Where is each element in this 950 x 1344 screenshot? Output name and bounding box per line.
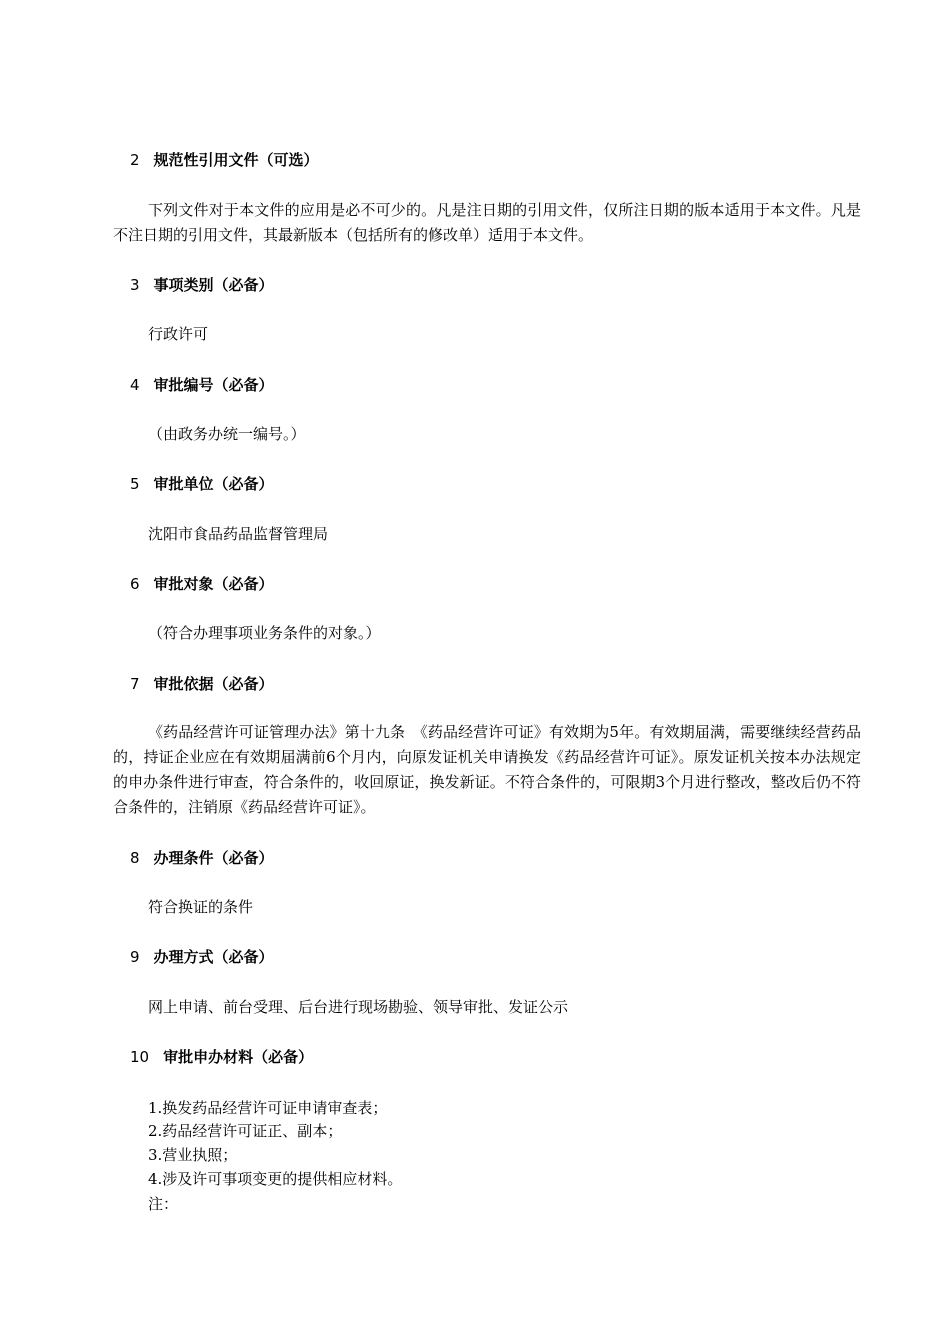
item-category-text: 行政许可 <box>148 325 209 343</box>
section-number: 3 <box>130 276 140 294</box>
section-heading-approval-unit <box>130 474 274 494</box>
section-title: 审批对象（必备） <box>153 575 274 593</box>
approval-number-text: （由政务办统一编号。） <box>148 425 306 443</box>
conditions-text: 符合换证的条件 <box>148 898 254 916</box>
section-heading-materials <box>130 1047 313 1067</box>
section-heading-method <box>130 947 274 967</box>
materials-item: 4.涉及许可事项变更的提供相应材料。 <box>148 1170 403 1188</box>
section-heading-conditions <box>130 848 274 868</box>
section-heading-item-category <box>130 275 274 295</box>
section-title: 审批依据（必备） <box>153 675 274 693</box>
section-title: 事项类别（必备） <box>153 276 274 294</box>
approval-object-text: （符合办理事项业务条件的对象。） <box>148 624 381 642</box>
section-number: 9 <box>130 948 140 966</box>
section-title: 审批编号（必备） <box>153 376 274 394</box>
section-title: 办理方式（必备） <box>153 948 274 966</box>
normative-references-text: 下列文件对于本文件的应用是必不可少的。凡是注日期的引用文件，仅所注日期的版本适用于本文件。凡是不注日期的引用文件，其最新版本（包括所有的修改单）适用于本文件。 <box>113 201 861 244</box>
materials-item: 1.换发药品经营许可证申请审查表； <box>148 1099 388 1117</box>
section-title: 审批单位（必备） <box>153 475 274 493</box>
approval-unit-text: 沈阳市食品药品监督管理局 <box>148 525 329 543</box>
materials-note: 注： <box>148 1195 179 1213</box>
section-number: 10 <box>130 1048 150 1066</box>
section-heading-approval-number <box>130 375 274 395</box>
section-heading-approval-object <box>130 574 274 594</box>
section-title: 审批申办材料（必备） <box>163 1048 314 1066</box>
method-text: 网上申请、前台受理、后台进行现场勘验、领导审批、发证公示 <box>148 998 569 1016</box>
approval-basis-text: 《药品经营许可证管理办法》第十九条 《药品经营许可证》有效期为5年。有效期届满，需要继续经营药品的，持证企业应在有效期届满前6个月内，向原发证机关申请换发《药品经营许可证》。原发证机关按本办法规定的申办条件进行审查，符合条件的，收回原证，换发新证。不符合条件的，可限期3个月进行整改，整改后仍不符合条件的，注销原《药品经营许可证》。 <box>113 723 861 816</box>
section-heading-normative-references <box>130 150 319 170</box>
section-title: 办理条件（必备） <box>153 849 274 867</box>
section-number: 4 <box>130 376 140 394</box>
section-number: 6 <box>130 575 140 593</box>
section-heading-approval-basis <box>130 674 274 694</box>
section-number: 8 <box>130 849 140 867</box>
materials-item: 3.营业执照； <box>148 1146 238 1164</box>
section-number: 7 <box>130 675 140 693</box>
section-number: 2 <box>130 151 140 169</box>
materials-item: 2.药品经营许可证正、副本； <box>148 1122 343 1140</box>
section-title: 规范性引用文件（可选） <box>153 151 319 169</box>
section-number: 5 <box>130 475 140 493</box>
